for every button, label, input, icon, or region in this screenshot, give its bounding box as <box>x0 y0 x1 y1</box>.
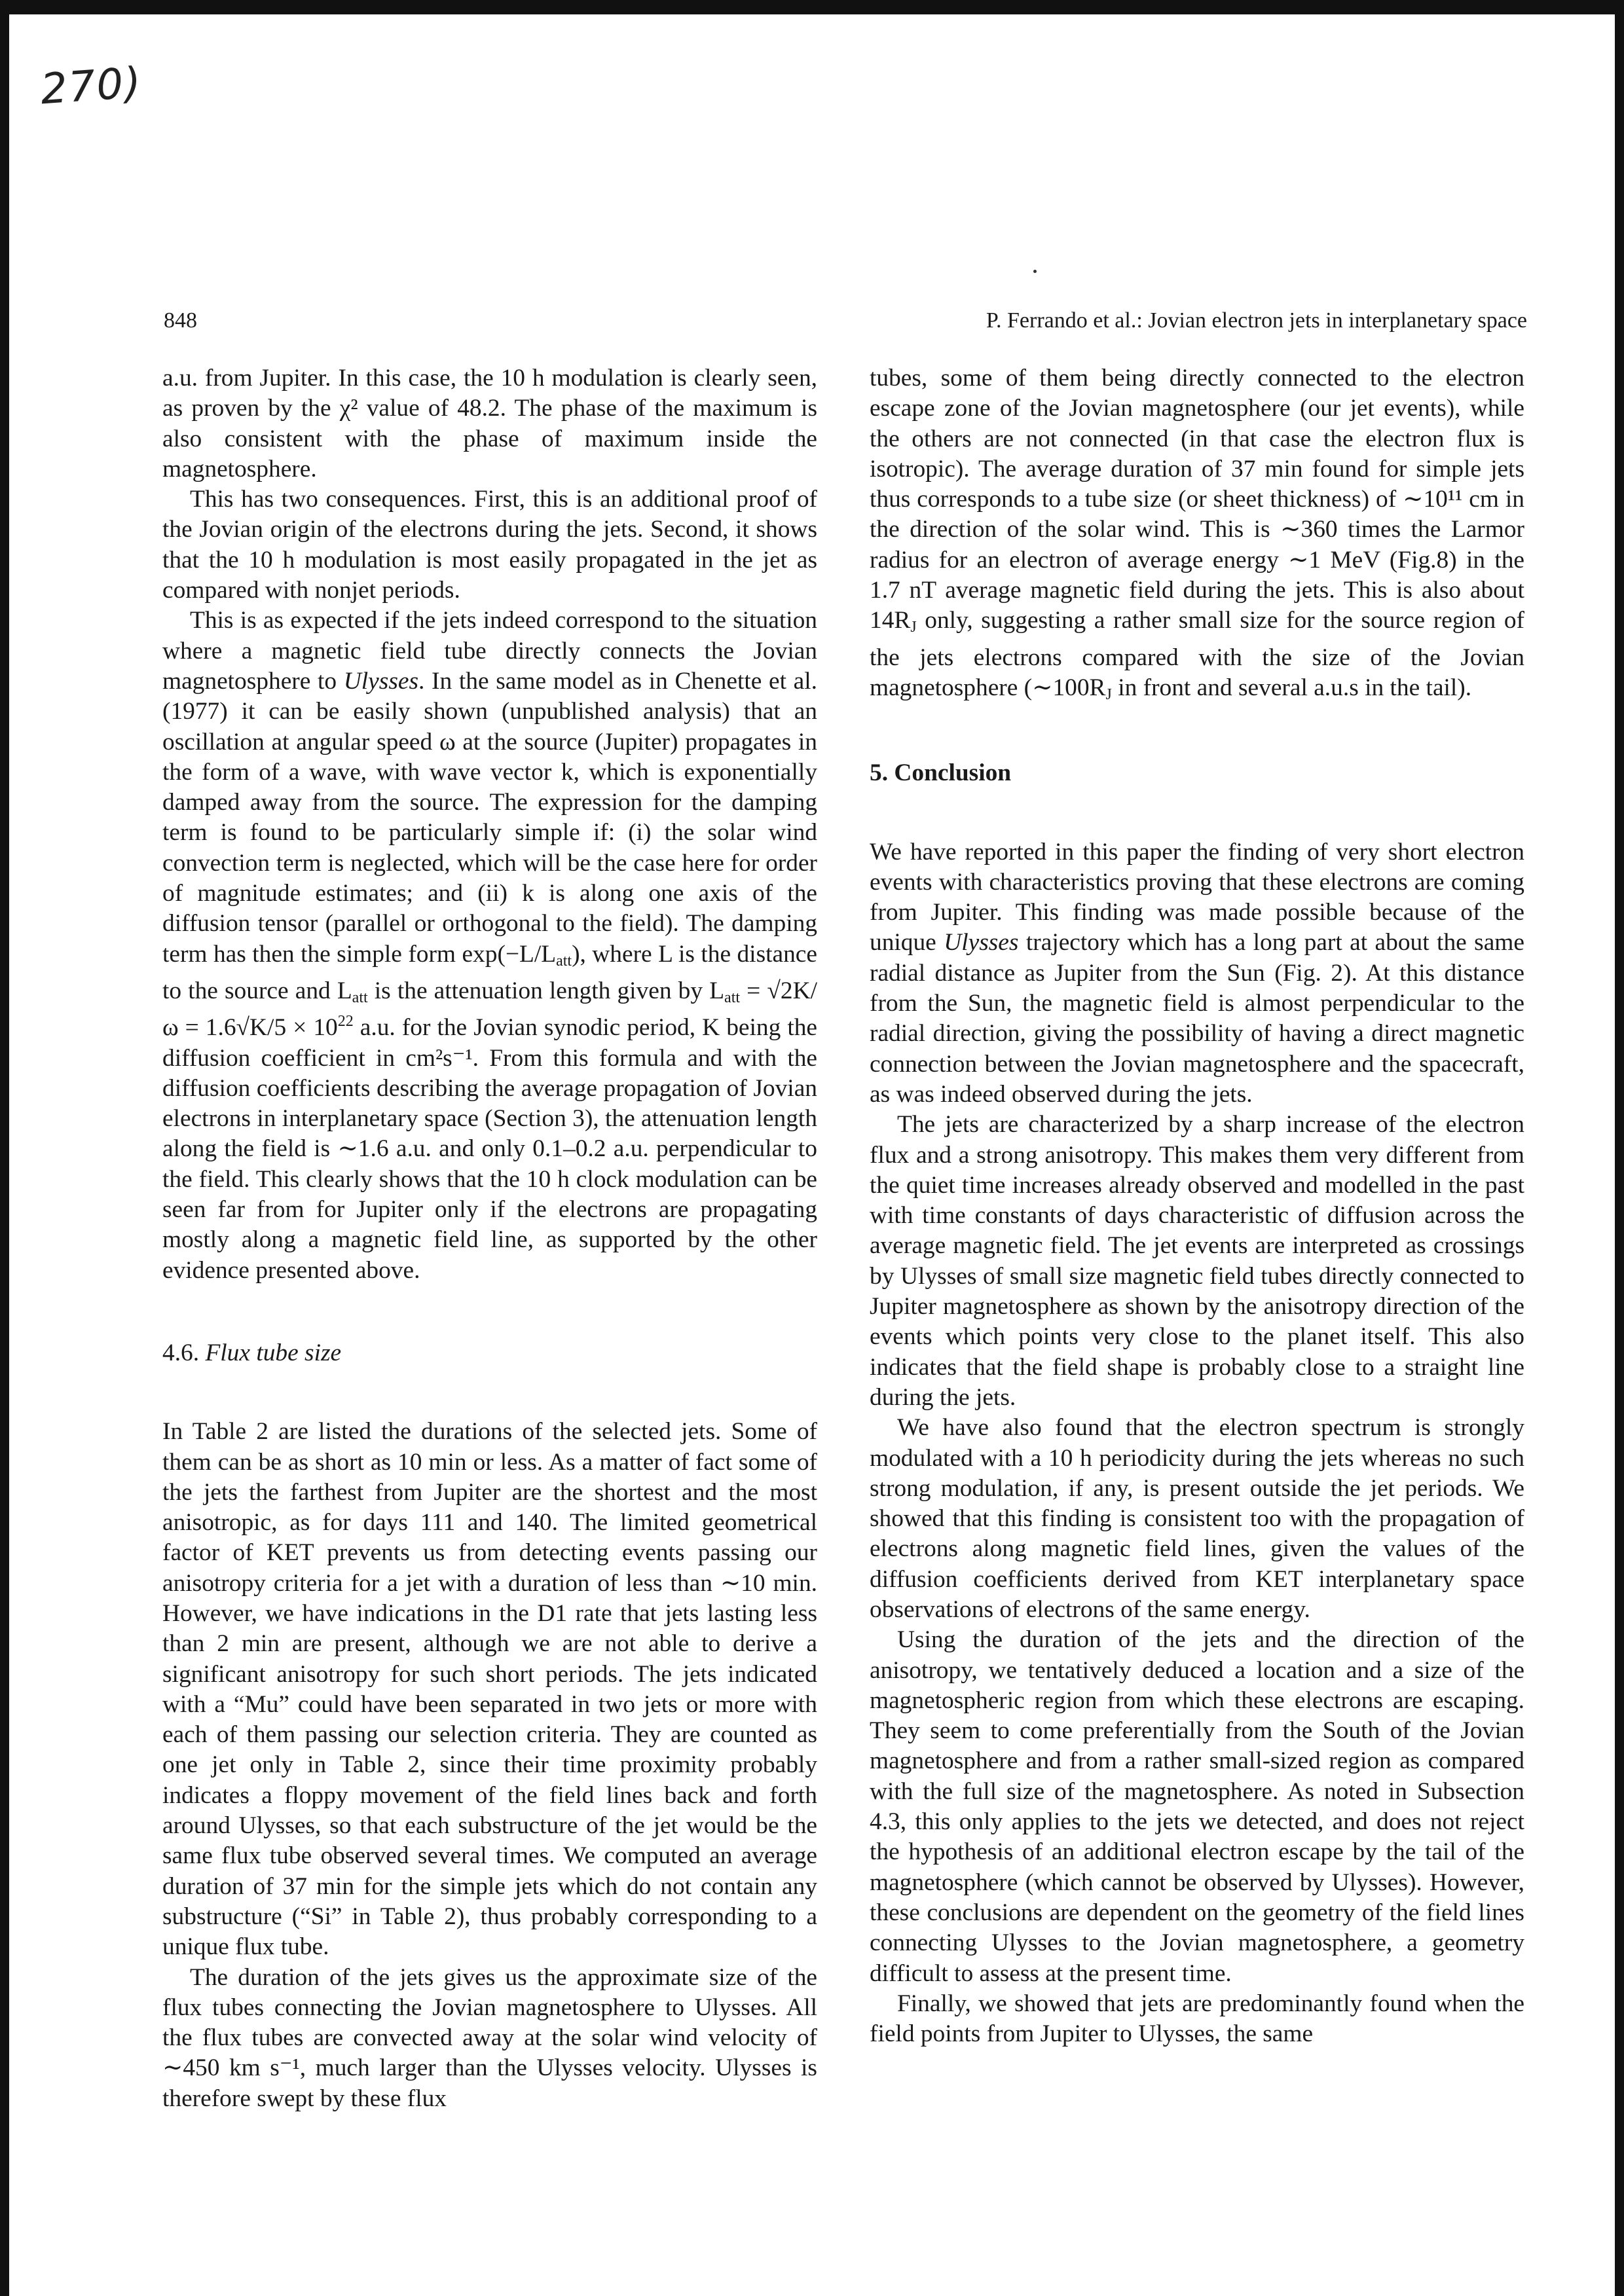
section-title: Flux tube size <box>205 1339 342 1366</box>
text-run: only, suggesting a rather small size for the source region of the jets electrons compared with the size of the Jovian magnetosphere (∼100R <box>870 607 1524 701</box>
scan-border-left <box>0 0 9 2296</box>
superscript: 22 <box>337 1013 354 1030</box>
right-column <box>870 363 1524 2049</box>
text-run-italic: Ulysses <box>944 929 1019 957</box>
running-title-authors: P. Ferrando et al.: <box>986 308 1143 333</box>
text-run: in front and several a.u.s in the tail). <box>1111 674 1472 701</box>
left-column <box>162 363 817 2114</box>
paragraph: The duration of the jets gives us the approximate size of the flux tubes connecting the Jovian magnetosphere to Ulysses. All the flux tubes are convected away at the solar wind velocity of ∼450 km s⁻¹, much larger than the Ulysses velocity. Ulysses is therefore swept by these flux <box>162 1963 817 2112</box>
subscript: att <box>724 989 741 1006</box>
paragraph: a.u. from Jupiter. In this case, the 10 h modulation is clearly seen, as proven by the χ² value of 48.2. The phase of the maximum is also consistent with the phase of maximum inside the magnetosphere. <box>162 365 817 483</box>
text-run: This is as expected if the jets indeed correspond to the situation where a magnetic field tube directly connects the Jovian magnetosphere to <box>162 607 817 695</box>
text-run-italic: Ulysses <box>343 667 419 695</box>
paragraph: We have also found that the electron spectrum is strongly modulated with a 10 h periodicity during the jets whereas no such strong modulation, if any, is present outside the jet periods. We showed that this finding is consistent too with the propagation of electrons along magnetic field lines, given the values of the diffusion coefficients derived from KET interplanetary space observations of electrons of the same energy. <box>870 1414 1524 1623</box>
scan-border-right <box>1615 0 1624 2296</box>
paragraph: The jets are characterized by a sharp increase of the electron flux and a strong anisotropy. This makes them very different from the quiet time increases already observed and modelled in the past with time constants of days characteristic of diffusion across the average magnetic field. The jet events are interpreted as crossings by Ulysses of small size magnetic field tubes directly connected to Jupiter magnetosphere as shown by the anisotropy direction of the events which points very close to the planet itself. This also indicates that the field shape is probably close to a straight line during the jets. <box>870 1111 1524 1411</box>
scan-border-top <box>0 0 1624 14</box>
paragraph: Using the duration of the jets and the direction of the anisotropy, we tentatively deduced a location and a size of the magnetospheric region from which these electrons are escaping. They seem to come preferentially from the South of the Jovian magnetosphere and from a rather small-sized region as compared with the full size of the magnetosphere. As noted in Subsection 4.3, this only applies to the jets we detected, and does not reject the hypothesis of an additional electron escape by the tail of the magnetosphere (which cannot be observed by Ulysses). However, these conclusions are dependent on the geometry of the field lines connecting Ulysses to the Jovian magnetosphere, a geometry difficult to assess at the present time. <box>870 1626 1524 1987</box>
subscript: att <box>352 989 368 1006</box>
section-heading: 5. Conclusion <box>870 759 1012 787</box>
text-run: is the attenuation length given by L <box>367 977 725 1004</box>
text-run: ), where L is the distance to the source and L <box>162 940 817 1004</box>
subscript: J <box>1105 685 1112 703</box>
text-run: tubes, some of them being directly connected to the electron escape zone of the Jovian magnetosphere (our jet events), while the others are not connected (in that case the electron flux is isotropic). The average duration of 37 min found for simple jets thus corresponds to a tube size (or sheet thickness) of ∼10¹¹ cm in the direction of the solar wind. This is ∼360 times the Larmor radius for an electron of average energy ∼1 MeV (Fig.8) in the 1.7 nT average magnetic field during the jets. This is also about 14R <box>870 365 1524 634</box>
scan-speck <box>1033 270 1037 273</box>
running-title-text: Jovian electron jets in interplanetary space <box>1148 308 1527 333</box>
section-number: 4.6. <box>162 1339 200 1366</box>
paragraph: In Table 2 are listed the durations of the selected jets. Some of them can be as short as 10 min or less. As a matter of fact some of the jets the farthest from Jupiter are the shortest and the most anisotropic, as for days 111 and 140. The limited geometrical factor of KET prevents us from detecting events passing our anisotropy criteria for a jet with a duration of less than ∼10 min. However, we have indications in the D1 rate that jets lasting less than 2 min are present, although we are not able to derive a significant anisotropy for such short periods. The jets indicated with a “Mu” could have been separated in two jets or more with each of them passing our selection criteria. They are counted as one jet only in Table 2, since their time proximity probably indicates a floppy movement of the field lines back and forth around Ulysses, so that each substructure of the jet would be the same flux tube observed several times. We computed an average duration of 37 min for the simple jets which do not contain any substructure (“Si” in Table 2), thus probably corresponding to a unique flux tube. <box>162 1418 817 1961</box>
text-run: = √2K/ω = 1.6√K/5 × 10 <box>162 977 817 1042</box>
paragraph <box>870 837 1524 1110</box>
text-run: trajectory which has a long part at about the same radial distance as Jupiter from the Sun (Fig. 2). At this distance from the Sun, the magnetic field is almost perpendicular to the radial direction, giving the possibility of having a direct magnetic connection between the Jovian magnetosphere and the spacecraft, as was indeed observed during the jets. <box>870 929 1524 1108</box>
subscript: J <box>910 619 917 636</box>
text-run: a.u. for the Jovian synodic period, K being the diffusion coefficient in cm²s⁻¹. From this formula and with the diffusion coefficients describing the average propagation of Jovian electrons in interplanetary space (Section 3), the attenuation length along the field is ∼1.6 a.u. and only 0.1–0.2 a.u. perpendicular to the field. This clearly shows that the 10 h clock modulation can be seen far from for Jupiter only if the electrons are propagating mostly along a magnetic field line, as supported by the other evidence presented above. <box>162 1014 818 1284</box>
text-run: . In the same model as in Chenette et al. (1977) it can be easily shown (unpublished analysis) that an oscillation at angular speed ω at the source (Jupiter) propagates in the form of a wave, with wave vector k, which is exponentially damped away from the source. The expression for the damping term is found to be particularly simple if: (i) the solar wind convection term is neglected, which will be the case here for order of magnitude estimates; and (ii) k is along one axis of the diffusion tensor (parallel or orthogonal to the field). The damping term has then the simple form exp(−L/L <box>162 667 817 968</box>
text-run: We have reported in this paper the finding of very short electron events with characteristics proving that these electrons are coming from Jupiter. This finding was made possible because of the unique <box>870 838 1524 957</box>
page-number: 848 <box>164 308 197 333</box>
paragraph <box>870 363 1524 710</box>
running-title <box>986 308 1527 334</box>
paragraph: This has two consequences. First, this is an additional proof of the Jovian origin of the electrons during the jets. Second, it shows that the 10 h modulation is most easily propagated in the jet as compared with nonjet periods. <box>162 486 817 604</box>
section-heading <box>162 1338 817 1368</box>
paragraph: Finally, we showed that jets are predominantly found when the field points from Jupiter to Ulysses, the same <box>870 1990 1524 2048</box>
paragraph <box>162 606 817 1286</box>
subscript: att <box>556 952 572 970</box>
handwritten-annotation: 270) <box>39 58 144 115</box>
